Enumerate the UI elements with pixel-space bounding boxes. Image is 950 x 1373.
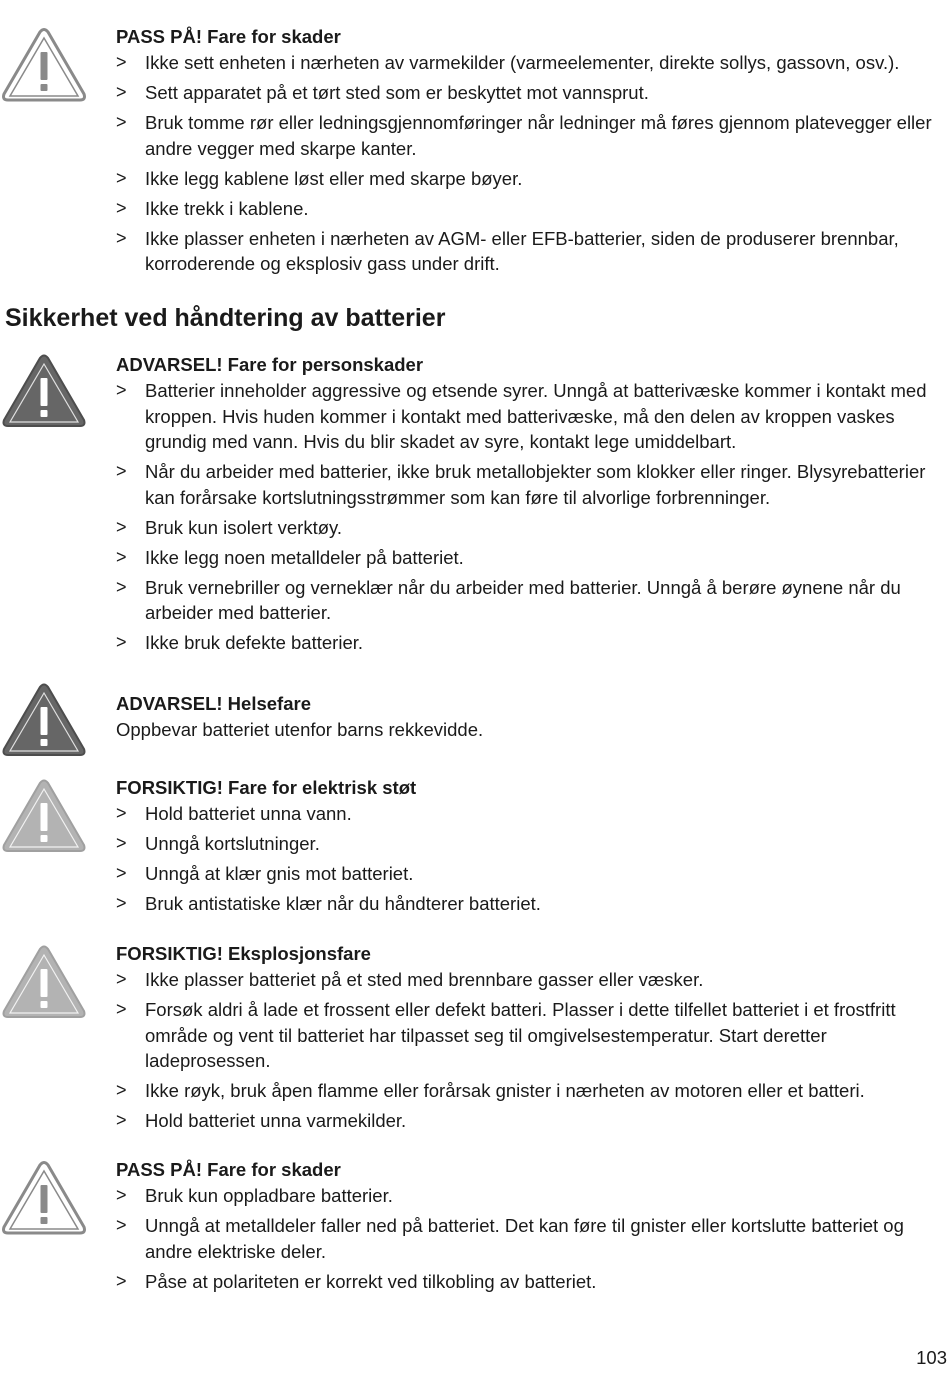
bullet-chevron-icon: > <box>116 969 127 989</box>
bullet-chevron-icon: > <box>116 167 127 188</box>
warning-icon <box>2 354 86 428</box>
list-item: > Ikke legg noen metalldeler på batteriet. <box>116 545 946 571</box>
list-item: > Bruk antistatiske klær når du håndterer batteriet. <box>116 891 946 917</box>
notice-list <box>116 1183 946 1294</box>
list-item: > Ikke sett enheten i nærheten av varmekilder (varmeelementer, direkte sollys, gassovn, osv.). <box>116 50 946 76</box>
list-item: > Bruk vernebriller og verneklær når du arbeider med batterier. Unngå å berøre øynene når du arbeider med batterier. <box>116 576 901 623</box>
caution-outline-icon <box>2 28 86 102</box>
list-item: > Ikke legg kablene løst eller med skarpe bøyer. <box>116 166 946 192</box>
list-item: > Ikke plasser batteriet på et sted med brennbare gasser eller væsker. <box>116 967 946 993</box>
notice-title: ADVARSEL! Fare for personskader <box>116 354 424 375</box>
list-item: > Unngå kortslutninger. <box>116 831 946 857</box>
list-item: > Ikke bruk defekte batterier. <box>116 630 946 656</box>
list-item: > Unngå at klær gnis mot batteriet. <box>116 861 946 887</box>
bullet-chevron-icon: > <box>116 632 127 652</box>
list-item: > Ikke røyk, bruk åpen flamme eller forårsak gnister i nærheten av motoren eller et batteri. <box>116 1078 946 1104</box>
notice-list <box>116 378 946 656</box>
bullet-chevron-icon: > <box>116 576 127 597</box>
bullet-chevron-icon: > <box>116 803 127 823</box>
list-item: > Bruk kun oppladbare batterier. <box>116 1183 946 1209</box>
warning-icon <box>2 683 86 757</box>
bullet-chevron-icon: > <box>116 1270 127 1291</box>
section-heading: Sikkerhet ved håndtering av batterier <box>5 304 446 332</box>
list-item: > Bruk kun isolert verktøy. <box>116 515 946 541</box>
bullet-chevron-icon: > <box>116 82 127 102</box>
bullet-chevron-icon: > <box>116 380 127 400</box>
bullet-chevron-icon: > <box>116 52 127 72</box>
bullet-chevron-icon: > <box>116 1185 127 1205</box>
caution-outline-icon <box>2 1161 86 1235</box>
caution-light-icon <box>2 779 86 853</box>
list-item: > Batterier inneholder aggressive og etsende syrer. Unngå at batterivæske kommer i kontakt med kroppen. Hvis huden kommer i kontakt med batterivæske, må den delen av kroppen vaskes grundig med vann. Hvis du blir skadet av syre, kontakt lege umiddelbart. <box>116 380 927 452</box>
notice-title: PASS PÅ! Fare for skader <box>116 26 341 47</box>
list-item: > Hold batteriet unna varmekilder. <box>116 1108 946 1134</box>
bullet-chevron-icon: > <box>116 227 127 248</box>
bullet-chevron-icon: > <box>116 893 127 913</box>
bullet-chevron-icon: > <box>116 197 127 218</box>
bullet-chevron-icon: > <box>116 1110 127 1130</box>
bullet-chevron-icon: > <box>116 999 127 1019</box>
list-item: > Ikke trekk i kablene. <box>116 196 946 222</box>
notice-list <box>116 50 946 277</box>
list-item: > Påse at polariteten er korrekt ved tilkobling av batteriet. <box>116 1269 946 1295</box>
notice-list <box>116 801 946 917</box>
notice-text: Oppbevar batteriet utenfor barns rekkevidde. <box>116 719 484 740</box>
bullet-chevron-icon: > <box>116 112 127 132</box>
list-item: > Hold batteriet unna vann. <box>116 801 946 827</box>
notice-title: ADVARSEL! Helsefare <box>116 693 311 714</box>
bullet-chevron-icon: > <box>116 461 127 481</box>
list-item: > Bruk tomme rør eller ledningsgjennomføringer når ledninger må føres gjennom platevegger eller andre vegger med skarpe kanter. <box>116 112 932 159</box>
list-item: > Når du arbeider med batterier, ikke bruk metallobjekter som klokker eller ringer. Blysyrebatterier kan forårsake kortslutningsstrømmer som kan føre til alvorlige forbrenninger. <box>116 461 926 508</box>
page-number: 103 <box>916 1347 947 1368</box>
caution-light-icon <box>2 945 86 1019</box>
notice-title: FORSIKTIG! Eksplosjonsfare <box>116 943 371 964</box>
list-item: > Ikke plasser enheten i nærheten av AGM- eller EFB-batterier, siden de produserer brennbar, korroderende og eksplosiv gass under drift. <box>116 227 899 274</box>
bullet-chevron-icon: > <box>116 833 127 853</box>
bullet-chevron-icon: > <box>116 516 127 537</box>
notice-title: FORSIKTIG! Fare for elektrisk støt <box>116 777 417 798</box>
notice-list <box>116 967 946 1134</box>
notice-title: PASS PÅ! Fare for skader <box>116 1159 341 1180</box>
bullet-chevron-icon: > <box>116 1080 127 1100</box>
bullet-chevron-icon: > <box>116 863 127 883</box>
list-item: > Sett apparatet på et tørt sted som er beskyttet mot vannsprut. <box>116 80 946 106</box>
list-item: > Unngå at metalldeler faller ned på batteriet. Det kan føre til gnister eller kortslutte batteriet og andre elektriske deler. <box>116 1215 904 1262</box>
bullet-chevron-icon: > <box>116 546 127 567</box>
bullet-chevron-icon: > <box>116 1215 127 1235</box>
list-item: > Forsøk aldri å lade et frossent eller defekt batteri. Plasser i dette tilfellet batteriet i et frostfritt område og vent til batteriet har tilpasset seg til omgivelsestemperatur. Start deretter ladeprosessen. <box>116 999 896 1071</box>
